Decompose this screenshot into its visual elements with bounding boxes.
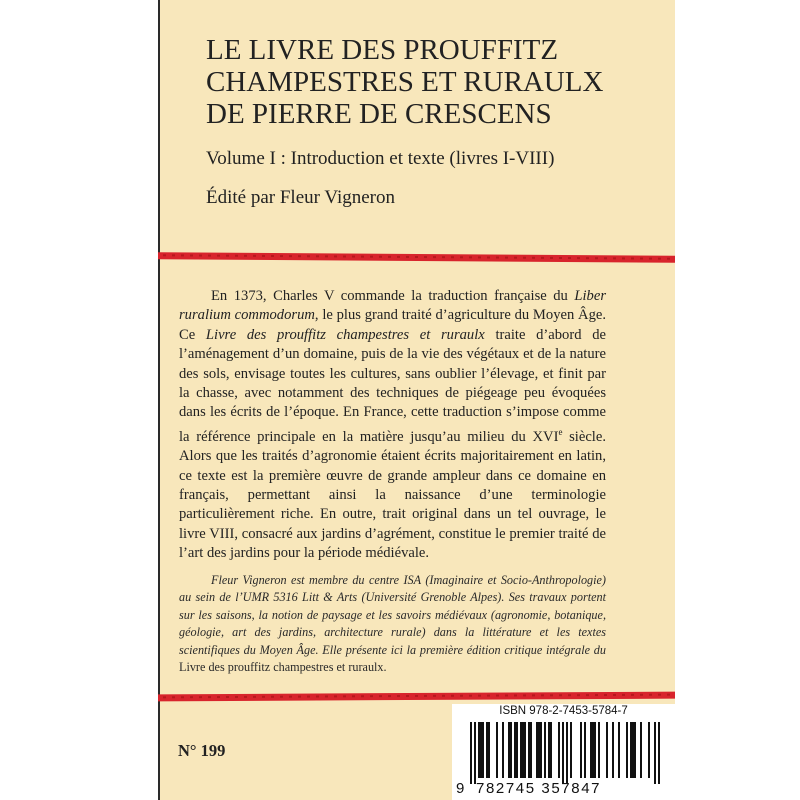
barcode-bar <box>502 722 504 778</box>
barcode-bars <box>452 722 675 784</box>
series-number: N° 199 <box>178 741 226 760</box>
barcode-bar <box>590 722 592 778</box>
blurb-text-3: traite d’abord de l’aménagement d’un domaine, puis de la vie des végétaux et de la nature des sols, envisage toutes les cultures, sans oublier l’élevage, et finit par la chasse, avec notamment des techniques de piégeage peu évoquées dans les écrits de l’époque. En France, cette traduction s’impose comme la référence principale en la matière jusqu’au milieu du <box>179 326 606 445</box>
volume-subtitle: Volume I : Introduction et texte (livres I-VIII) <box>206 148 555 169</box>
barcode-bar <box>480 722 482 778</box>
blurb-text-2: , le plus grand traité d’agriculture du Moyen Âge. Ce <box>179 307 606 343</box>
barcode-bar <box>524 722 526 778</box>
author-bio <box>179 572 606 676</box>
barcode-bar <box>658 722 660 784</box>
barcode-bar <box>510 722 512 778</box>
bio-book-title: Livre des prouffitz champestres et ruraulx <box>179 660 384 675</box>
barcode-bar <box>640 722 642 778</box>
barcode-bar <box>474 722 476 784</box>
barcode-rest-digits: 782745 357847 <box>476 780 602 797</box>
barcode-bar <box>536 722 538 778</box>
barcode-lead-digit: 9 <box>456 780 465 797</box>
barcode-bar <box>570 722 572 778</box>
barcode-bar <box>550 722 552 778</box>
bio-text: Fleur Vigneron est membre du centre ISA (Imaginaire et Socio-Anthropologie) au sein de l’UMR 5316 Litt & Arts (Université Grenoble Alpes). Ses travaux portent sur les saisons, la notion de paysage et les savoirs médiévaux (agronomie, botanique, géologie, art des jardins, architecture rurale) dans la littérature et les textes scientifiques du Moyen Âge. Elle présente ici la première édition critique intégrale du <box>179 573 606 657</box>
barcode-bar <box>630 722 632 778</box>
barcode-bar <box>528 722 530 778</box>
barcode-bar <box>584 722 586 778</box>
barcode-bar <box>478 722 480 778</box>
blurb-century: XVI <box>532 428 559 445</box>
red-rule-bottom <box>158 691 675 701</box>
barcode-bar <box>634 722 636 778</box>
isbn-label: ISBN 978-2-7453-5784-7 <box>499 705 628 717</box>
barcode-bar <box>606 722 608 778</box>
editor-credit: Édité par Fleur Vigneron <box>206 187 395 208</box>
barcode-bar <box>648 722 650 778</box>
barcode-bar <box>562 722 564 784</box>
barcode-bar <box>598 722 600 778</box>
barcode-bar <box>530 722 532 778</box>
bio-end: . <box>383 660 387 675</box>
barcode-bar <box>618 722 620 778</box>
barcode-bar <box>540 722 542 778</box>
blurb-text-1: En 1373, Charles V commande la traduction française du <box>211 288 575 304</box>
barcode-bar <box>566 722 568 784</box>
barcode-bar <box>520 722 522 778</box>
barcode-bar <box>612 722 614 778</box>
title-line-1: LE LIVRE DES PROUFFITZ <box>206 34 559 66</box>
isbn-barcode <box>452 704 675 800</box>
spine-edge <box>158 0 160 800</box>
barcode-bar <box>626 722 628 778</box>
barcode-bar <box>486 722 488 778</box>
barcode-bar <box>558 722 560 778</box>
barcode-bar <box>522 722 524 778</box>
barcode-bar <box>632 722 634 778</box>
title-line-3: DE PIERRE DE CRESCENS <box>206 98 552 130</box>
barcode-bar <box>654 722 656 784</box>
blurb-century-sup: e <box>558 426 563 437</box>
red-rule-top <box>158 252 675 263</box>
barcode-bar <box>516 722 518 778</box>
barcode-bar <box>592 722 594 778</box>
barcode-bar <box>594 722 596 778</box>
barcode-bar <box>544 722 546 778</box>
barcode-bar <box>508 722 510 778</box>
title-line-2: CHAMPESTRES ET RURAULX <box>206 66 604 98</box>
barcode-bar <box>470 722 472 784</box>
blurb-text-4: siècle. Alors que les traités d’agronomie étaient écrits majoritairement en latin, ce texte est la première œuvre de grande ampleur dans ce domaine en français, permettant ainsi la naissance d’une terminologie particulièrement riche. En outre, trait original dans un tel ouvrage, le livre VIII, consacré aux jardins d’agrément, constitue le premier traité de l’art des jardins pour la période médiévale. <box>179 428 606 562</box>
book-title <box>206 34 666 130</box>
barcode-bar <box>548 722 550 778</box>
barcode-bar <box>488 722 490 778</box>
barcode-bar <box>538 722 540 778</box>
blurb-italic-latin-title: Liber ruralium commodorum <box>179 288 606 324</box>
description-paragraph <box>179 287 606 564</box>
book-back-cover <box>158 0 675 800</box>
blurb-italic-french-title: Livre des prouffitz champestres et ruraulx <box>205 326 485 343</box>
barcode-bar <box>482 722 484 778</box>
barcode-bar <box>496 722 498 778</box>
barcode-bar <box>580 722 582 778</box>
barcode-bar <box>514 722 516 778</box>
